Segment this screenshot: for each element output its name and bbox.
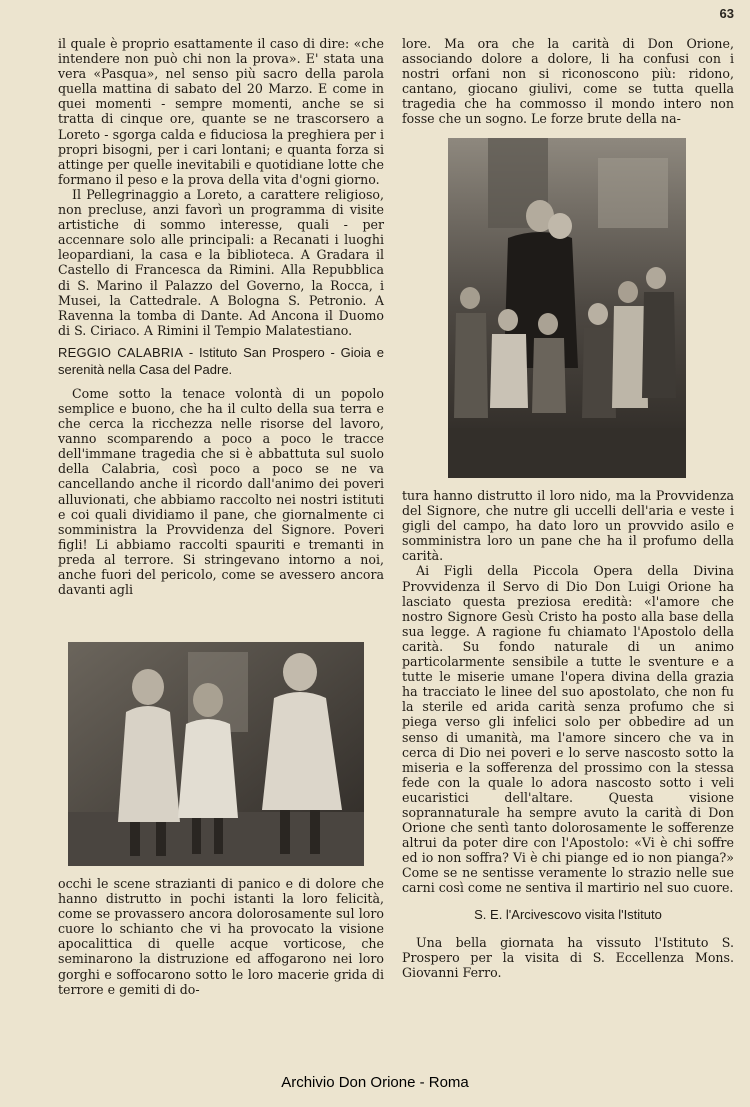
archive-footer: Archivio Don Orione - Roma (281, 1074, 469, 1091)
section-heading-rest: - Istituto San Prospero - Gioia e serenità nella Casa del Padre. (58, 344, 384, 377)
paragraph: tura hanno distrutto il loro nido, ma la Provvidenza del Signore, che nutre gli uccelli dell'aria e veste i gigli del campo, ha dato loro un provvido asilo e somministra loro un pane che ha il profumo della carità. (402, 488, 734, 564)
right-column-top (402, 36, 734, 127)
page-number: 63 (719, 6, 734, 21)
section-subheading-arcivescovo: S. E. l'Arcivescovo visita l'Istituto (474, 906, 662, 922)
paragraph: Ai Figli della Piccola Opera della Divina Provvidenza il Servo di Dio Don Luigi Orione ha lasciato questa preziosa eredità: «l'amore che nostro Signore Gesù Cristo ha posto alla base della sua legge. A ragione fu chiamato l'Apostolo della carità. Su fondo naturale di un animo particolarmente sensibile a tutte le sventure e a tutte le miserie umane l'opera divina della grazia ha tracciato le linee del suo apostolato, che non fu la sterile ed arida carità senza profumo che si piega verso gli infelici solo per obbedire ad un senso di umanità, ma l'amore sincero che va in cerca di Dio nei poveri e lo serve nascosto sotto la miseria e la sofferenza del prossimo con la stessa fede con la quale lo adora nascosto sotto i veli eucaristici dell'altare. Questa visione soprannaturale ha sempre avuto la carità di Don Orione che sentì tanto dolorosamente le sofferenze altrui da poter dire con l'Apostolo: «Vi è chi soffre ed io non soffra? Vi è chi piange ed io non pianga?» Come se ne sentisse veramente lo strazio nelle sue carni così come ne sentiva il martirio nel suo cuore. (402, 563, 734, 896)
photo-three-children (68, 642, 364, 866)
paragraph: Come sotto la tenace volontà di un popolo semplice e buono, che ha il culto della sua terra e che cerca la ricchezza nelle risorse del lavoro, vanno scomparendo a poco a poco le tracce dell'immane tragedia che si è abbattuta sul suolo della Calabria, così poco a poco se ne va cancellando anche il ricordo dall'animo dei poveri alluvionati, che abbiamo raccolto nei nostri istituti e coi quali dividiamo il pane, che giornalmente ci somministra la Provvidenza del Signore. Poveri figli! Li abbiamo raccolti spauriti e tremanti in preda al terrore. Si stringevano intorno a noi, anche fuori del pericolo, come se avessero ancora davanti agli (58, 385, 384, 598)
left-column-top (58, 36, 384, 597)
paragraph: occhi le scene strazianti di panico e di dolore che hanno distrutto in pochi istanti la loro felicità, come se provassero ancora dolorosamente sul loro cuore lo schianto che vi ha provocato la visione apocalittica di quelle acque vorticose, che seminarono la distruzione ed affogarono nei loro gorghi e soffocarono sotto le loro macerie grida di terrore e gemiti di do- (58, 876, 384, 997)
left-column-bottom (58, 876, 384, 997)
section-heading-bold: REGGIO CALABRIA (58, 344, 184, 360)
paragraph: lore. Ma ora che la carità di Don Orione, associando dolore a dolore, li ha confusi con i nostri orfani non si riconoscono più: ridono, cantano, giocano giulivi, come se tutta quella tragedia che ha commosso il mondo intero non fosse che un sogno. Le forze brute della na- (402, 36, 734, 127)
paragraph: il quale è proprio esattamente il caso di dire: «che intendere non può chi non la prova». E' stata una vera «Pasqua», nel senso più sacro della parola quella mattina di sabato del 20 Marzo. E come in quei momenti - sempre momenti, anche se si tratta di cinque ore, quante se ne trascorsero a Loreto - sgorga calda e fiduciosa la preghiera per i propri bisogni, per i cari lontani; e quanta forza si attinge per quelle inevitabili e quotidiane lotte che formano il peso e la prova della vita d'ogni giorno. (58, 36, 384, 187)
photo-group-with-priest (448, 138, 686, 478)
paragraph: Una bella giornata ha vissuto l'Istituto S. Prospero per la visita di S. Eccellenza Mons. Giovanni Ferro. (402, 934, 734, 980)
paragraph: Il Pellegrinaggio a Loreto, a carattere religioso, non precluse, anzi favorì un programma di visite artistiche di sommo interesse, quali - per accennare solo alle principali: a Recanati i luoghi leopardiani, la casa e la biblioteca. A Gradara il Castello di Francesca da Rimini. Alla Repubblica di S. Marino il Palazzo del Governo, la Rocca, i Musei, la Cattedrale. A Bologna S. Petronio. A Ravenna la tomba di Dante. Ad Ancona il Duomo di S. Ciriaco. A Rimini il Tempio Malatestiano. (58, 186, 384, 338)
right-column-bottom (402, 488, 734, 980)
section-heading-reggio (58, 344, 384, 378)
